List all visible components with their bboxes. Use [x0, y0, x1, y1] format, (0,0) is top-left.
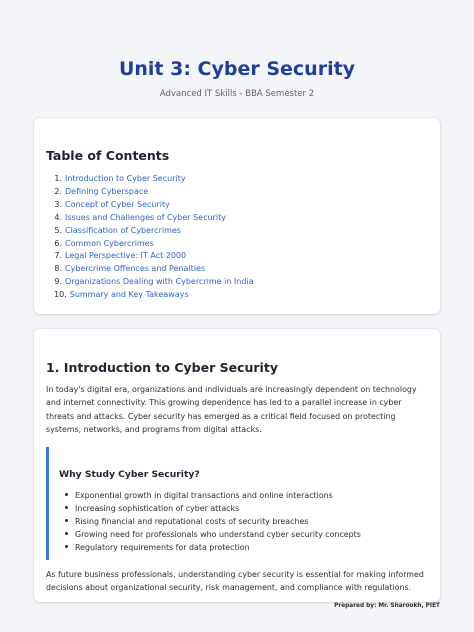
list-item	[65, 541, 428, 554]
toc-number: 3.	[54, 199, 62, 209]
toc-link-issues-challenges[interactable]: Issues and Challenges of Cyber Security	[65, 212, 226, 222]
page-subtitle: Advanced IT Skills - BBA Semester 2	[159, 89, 315, 99]
toc-item	[54, 238, 428, 251]
toc-number: 7.	[54, 251, 62, 261]
toc-number: 1.	[54, 174, 62, 183]
list-item	[65, 489, 428, 502]
toc-link-introduction[interactable]: Introduction to Cyber Security	[65, 174, 186, 183]
bullet-text: Rising financial and reputational costs of security breaches	[75, 516, 309, 526]
toc-number: 2.	[54, 186, 62, 196]
toc-card	[34, 118, 440, 314]
toc-number: 10.	[54, 290, 67, 300]
toc-link-it-act[interactable]: Legal Perspective: IT Act 2000	[65, 251, 187, 261]
toc-item	[54, 276, 428, 289]
bullet-icon	[65, 532, 68, 535]
closing-paragraph: As future business professionals, understanding cyber security is essential for making informed decisions about organizational security, risk management, and compliance with regulations.	[46, 569, 424, 593]
list-item	[65, 502, 428, 515]
bullet-icon	[65, 545, 68, 548]
toc-item	[54, 289, 428, 302]
section-heading: 1. Introduction to Cyber Security	[46, 360, 278, 375]
intro-card	[34, 329, 440, 602]
bullet-text: Exponential growth in digital transactions and online interactions	[75, 490, 333, 500]
bullet-icon	[65, 506, 68, 509]
toc-number: 6.	[54, 238, 62, 248]
list-item	[65, 528, 428, 541]
intro-paragraph: In today's digital era, organizations and individuals are increasingly dependent on technology and internet connectivity. This growing dependence has led to a parallel increase in cyber threats and attacks. Cyber security has emerged as a critical field focused on protecting systems, networks, and programs from digital attacks.	[46, 385, 417, 435]
toc-item	[54, 186, 428, 199]
toc-item	[54, 199, 428, 212]
toc-link-offences-penalties[interactable]: Cybercrime Offences and Penalties	[65, 264, 206, 274]
why-study-callout	[46, 447, 428, 560]
bullet-text: Growing need for professionals who understand cyber security concepts	[75, 529, 361, 539]
toc-number: 4.	[54, 212, 62, 222]
bullet-icon	[65, 519, 68, 522]
toc-item	[54, 263, 428, 276]
toc-number: 5.	[54, 225, 62, 235]
toc-link-summary[interactable]: Summary and Key Takeaways	[69, 290, 189, 300]
toc-link-defining-cyberspace[interactable]: Defining Cyberspace	[65, 186, 149, 196]
page-title: Unit 3: Cyber Security	[118, 58, 356, 80]
toc-link-organizations[interactable]: Organizations Dealing with Cybercrime in India	[65, 277, 254, 287]
toc-heading: Table of Contents	[46, 148, 170, 163]
toc-link-classification[interactable]: Classification of Cybercrimes	[65, 225, 181, 235]
toc-item	[54, 250, 428, 263]
toc-number: 9.	[54, 277, 62, 287]
bullet-icon	[65, 493, 68, 496]
toc-link-concept[interactable]: Concept of Cyber Security	[65, 199, 170, 209]
callout-heading: Why Study Cyber Security?	[59, 468, 200, 480]
prepared-by-footer: Prepared by: Mr. Sharookh, PIET	[334, 603, 440, 609]
bullet-text: Increasing sophistication of cyber attacks	[75, 503, 240, 513]
toc-list	[46, 173, 428, 302]
callout-bullet-list	[59, 489, 428, 554]
toc-number: 8.	[54, 264, 62, 274]
toc-link-common-cybercrimes[interactable]: Common Cybercrimes	[65, 238, 154, 248]
toc-item	[54, 225, 428, 238]
toc-item	[54, 173, 428, 186]
toc-item	[54, 212, 428, 225]
bullet-text: Regulatory requirements for data protection	[75, 542, 250, 552]
list-item	[65, 515, 428, 528]
